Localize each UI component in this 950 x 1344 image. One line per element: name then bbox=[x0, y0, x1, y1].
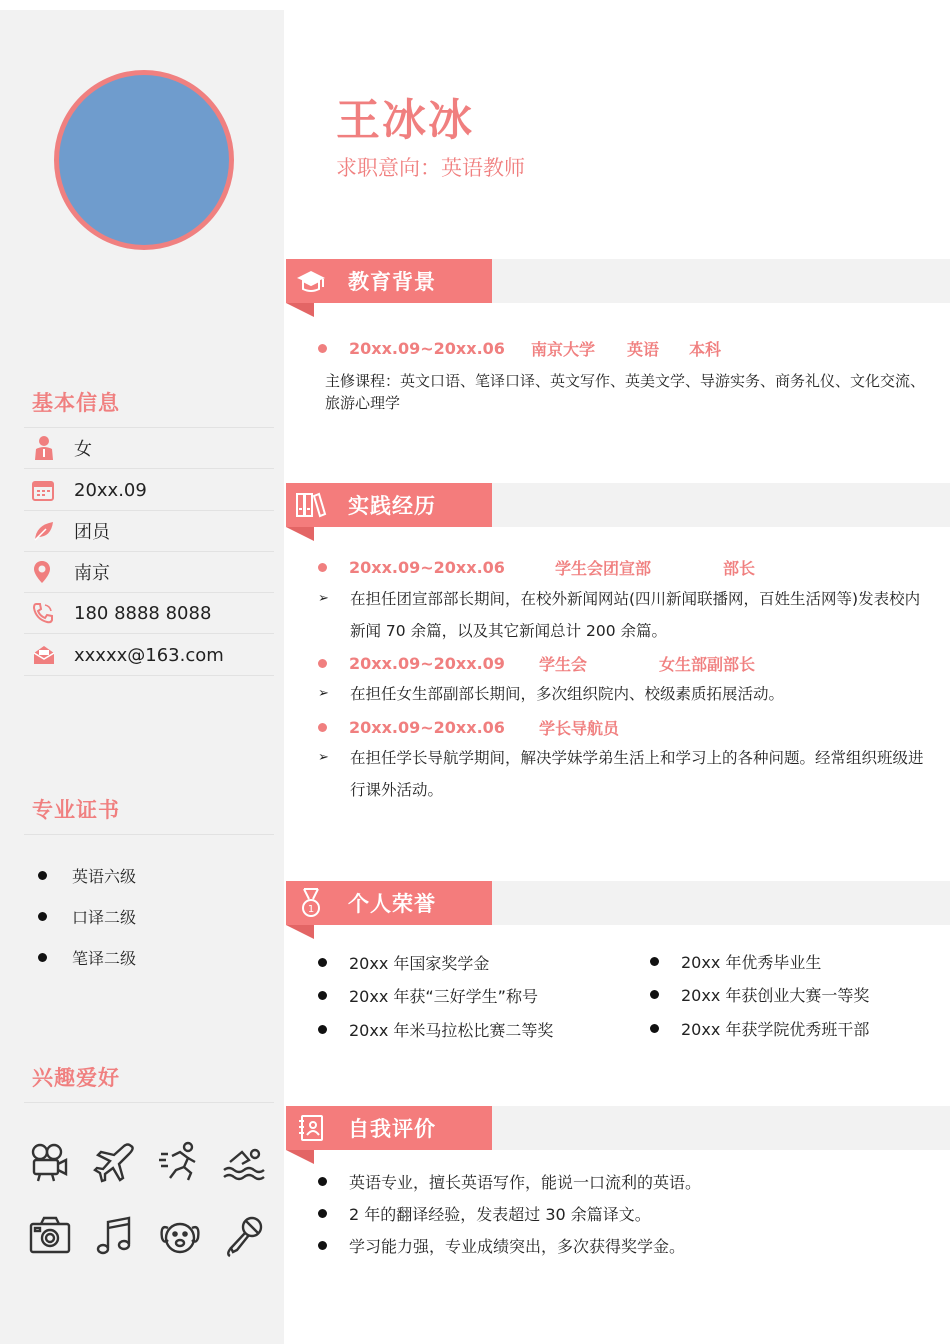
avatar bbox=[54, 70, 234, 250]
gender-value: 女 bbox=[74, 439, 92, 460]
section-header-education bbox=[286, 259, 492, 303]
self-eval-item: 2 年的翻译经验，发表超过 30 余篇译文。 bbox=[318, 1202, 651, 1225]
honor-item: 20xx 年获学院优秀班干部 bbox=[650, 1017, 869, 1040]
basic-info-heading: 基本信息 bbox=[32, 391, 120, 415]
certificate-item: 英语六级 bbox=[38, 864, 136, 887]
info-city bbox=[24, 552, 274, 593]
section-title: 自我评价 bbox=[348, 1117, 436, 1141]
practice-entry-header: 20xx.09~20xx.06 学长导航员 bbox=[318, 716, 619, 739]
certificates-heading: 专业证书 bbox=[32, 798, 120, 822]
music-note-icon bbox=[93, 1214, 137, 1258]
calendar-icon bbox=[24, 479, 66, 501]
section-fold bbox=[286, 303, 314, 317]
birth-value: 20xx.09 bbox=[74, 479, 147, 501]
info-birth bbox=[24, 470, 274, 511]
info-gender bbox=[24, 428, 274, 469]
person-icon bbox=[24, 435, 66, 461]
contact-book-icon bbox=[286, 1114, 336, 1142]
honor-item: 20xx 年获“三好学生”称号 bbox=[318, 984, 538, 1007]
practice-entry-desc: ➢ 在担任学长导航学期间，解决学妹学弟生活上和学习上的各种问题。经常组织班级进行课外活动。 bbox=[318, 749, 924, 799]
section-header-self-eval bbox=[286, 1106, 492, 1150]
swimming-icon bbox=[222, 1140, 266, 1184]
binders-icon bbox=[286, 491, 336, 519]
section-header-honors bbox=[286, 881, 492, 925]
info-email bbox=[24, 635, 274, 676]
honor-item: 20xx 年获创业大赛一等奖 bbox=[650, 983, 869, 1006]
email-value: xxxxx@163.com bbox=[74, 644, 224, 666]
info-political bbox=[24, 511, 274, 552]
section-title: 教育背景 bbox=[348, 270, 436, 294]
practice-entry-desc: ➢ 在担任女生部副部长期间，多次组织院内、校级素质拓展活动。 bbox=[318, 685, 785, 703]
certificate-item: 口译二级 bbox=[38, 905, 136, 928]
political-value: 团员 bbox=[74, 522, 110, 543]
certificate-item: 笔译二级 bbox=[38, 946, 136, 969]
graduation-cap-icon bbox=[286, 268, 336, 294]
microphone-icon bbox=[222, 1214, 266, 1258]
education-entry bbox=[318, 337, 721, 360]
leaf-icon bbox=[24, 519, 66, 543]
section-header-practice bbox=[286, 483, 492, 527]
candidate-name: 王冰冰 bbox=[336, 95, 474, 146]
self-eval-item: 英语专业，擅长英语写作，能说一口流利的英语。 bbox=[318, 1170, 701, 1193]
job-intent: 求职意向：英语教师 bbox=[336, 156, 525, 180]
practice-entry-header: 20xx.09~20xx.09 学生会 女生部副部长 bbox=[318, 652, 755, 675]
education-major: 英语 bbox=[627, 340, 660, 359]
section-title: 实践经历 bbox=[348, 494, 436, 518]
education-degree: 本科 bbox=[689, 340, 722, 359]
practice-entry-header: 20xx.09~20xx.06 学生会团宣部 部长 bbox=[318, 556, 755, 579]
practice-entry-desc: ➢ 在担任团宣部部长期间，在校外新闻网站(四川新闻联播网，百姓生活网等)发表校内新闻 70 余篇，以及其它新闻总计 200 余篇。 bbox=[318, 590, 921, 640]
dog-icon bbox=[158, 1214, 202, 1258]
camera-icon bbox=[28, 1214, 72, 1258]
divider bbox=[24, 834, 274, 835]
video-camera-icon bbox=[28, 1140, 72, 1184]
honor-item: 20xx 年优秀毕业生 bbox=[650, 950, 821, 973]
section-title: 个人荣誉 bbox=[348, 892, 436, 916]
section-fold bbox=[286, 1150, 314, 1164]
education-date: 20xx.09~20xx.06 bbox=[349, 339, 505, 358]
hobbies-heading: 兴趣爱好 bbox=[32, 1066, 120, 1090]
education-courses: 主修课程：英文口语、笔译口译、英文写作、英美文学、导游实务、商务礼仪、文化交流、旅游心理学 bbox=[325, 372, 926, 412]
svg-text:1: 1 bbox=[307, 904, 315, 915]
honor-item: 20xx 年国家奖学金 bbox=[318, 951, 489, 974]
airplane-icon bbox=[93, 1140, 137, 1184]
info-phone bbox=[24, 593, 274, 634]
location-pin-icon bbox=[24, 560, 66, 584]
city-value: 南京 bbox=[74, 563, 110, 584]
phone-value: 180 8888 8088 bbox=[74, 602, 212, 624]
phone-icon bbox=[24, 602, 66, 624]
section-fold bbox=[286, 925, 314, 939]
education-school: 南京大学 bbox=[531, 340, 596, 359]
section-fold bbox=[286, 527, 314, 541]
medal-icon bbox=[286, 887, 336, 919]
honor-item: 20xx 年米马拉松比赛二等奖 bbox=[318, 1018, 553, 1041]
mail-icon bbox=[24, 644, 66, 666]
divider bbox=[24, 1102, 274, 1103]
running-icon bbox=[158, 1140, 202, 1184]
self-eval-item: 学习能力强，专业成绩突出，多次获得奖学金。 bbox=[318, 1234, 685, 1257]
